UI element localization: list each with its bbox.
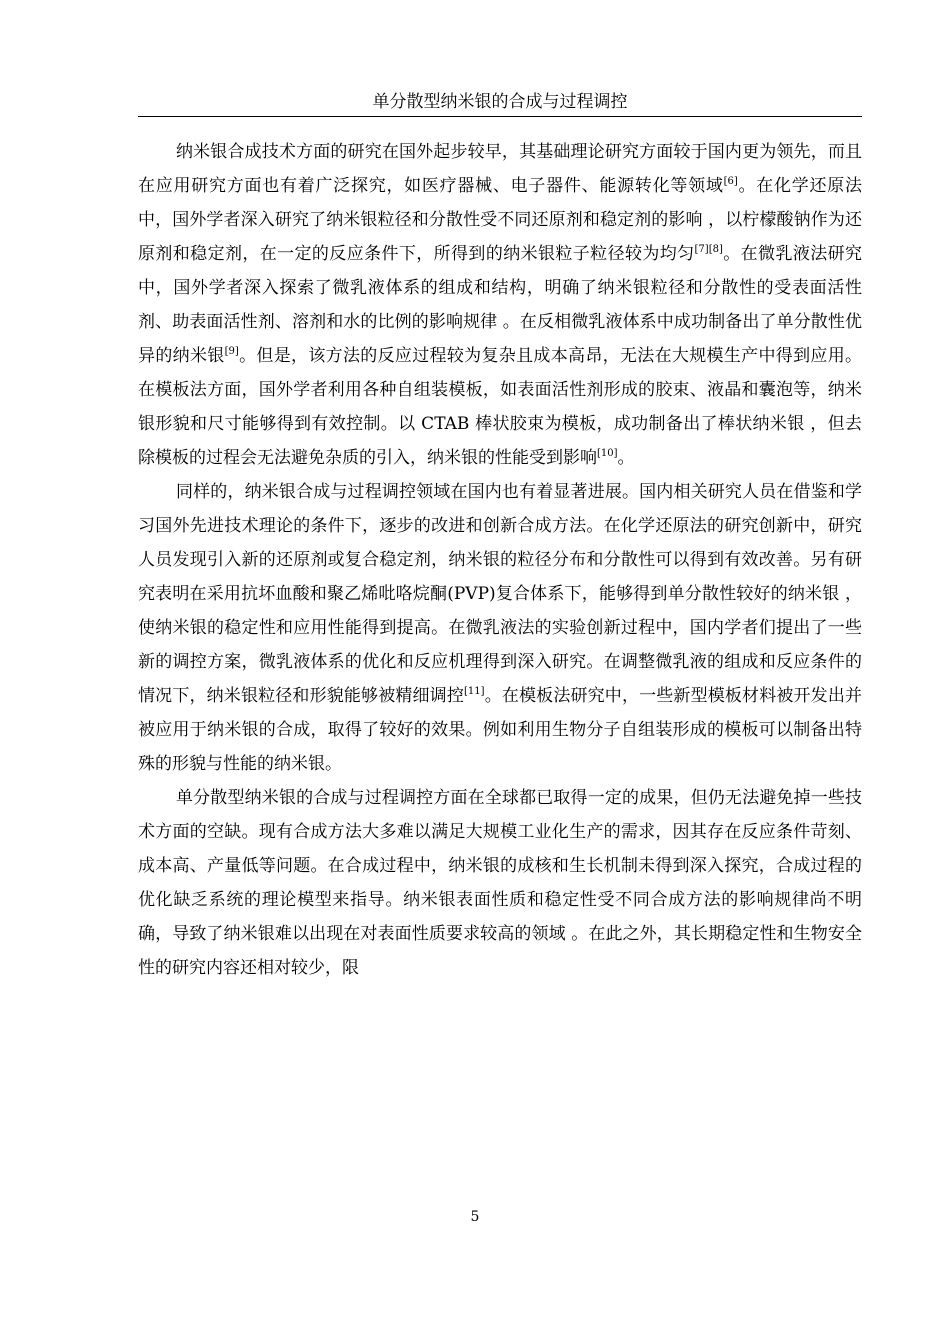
- citation: [9]: [224, 346, 239, 357]
- header-rule: [138, 116, 862, 117]
- citation: [11]: [464, 686, 485, 697]
- paragraph-text: 。在化学还原法中，国外学者深入研究了纳米银粒径和分散性受不同还原剂和稳定剂的影响 ，以柠檬酸钠作为还原剂和稳定剂，在一定的反应条件下，所得到的纳米银粒子粒径较为均匀: [138, 176, 863, 264]
- paragraph-text: 。: [617, 448, 635, 468]
- page-number: 5: [470, 1209, 480, 1225]
- paragraph-text: 。在模板法研究中，一些新型模板材料被开发出并被应用于纳米银的合成，取得了较好的效果。例如利用生物分子自组装形成的模板可以制备出特殊的形貌与性能的纳米银。: [138, 686, 863, 774]
- citation: [7][8]: [694, 244, 723, 255]
- paragraph-text: 同样的，纳米银合成与过程调控领域在国内也有着显著进展。国内相关研究人员在借鉴和学习国外先进技术理论的条件下，逐步的改进和创新合成方法。在化学还原法的研究创新中，研究人员发现引入新的还原剂或复合稳定剂，纳米银的粒径分布和分散性可以得到有效改善。另有研究表明在采用抗坏血酸和聚乙烯吡咯烷酮(PVP)复合体系下，能够得到单分散性较好的纳米银 ，使纳米银的稳定性和应用性能得到提高。在微乳液法的实验创新过程中，国内学者们提出了一些新的调控方案，微乳液体系的优化和反应机理得到深入研究。在调整微乳液的组成和反应条件的情况下，纳米银粒径和形貌能够被精细调控: [138, 482, 862, 706]
- paragraph-text: 。在微乳液法研究中，国外学者深入探索了微乳液体系的组成和结构，明确了纳米银粒径和分散性的受表面活性剂、助表面活性剂、溶剂和水的比例的影响规律 。在反相微乳液体系中成功制备出了单分散性优异的纳米银: [138, 244, 863, 366]
- paragraph-2: [138, 475, 862, 781]
- citation: [10]: [597, 448, 618, 459]
- paragraph-text: 单分散型纳米银的合成与过程调控方面在全球都已取得一定的成果，但仍无法避免掉一些技术方面的空缺。现有合成方法大多难以满足大规模工业化生产的需求，因其存在反应条件苛刻、成本高、产量低等问题。在合成过程中，纳米银的成核和生长机制未得到深入探究，合成过程的优化缺乏系统的理论模型来指导。纳米银表面性质和稳定性受不同合成方法的影响规律尚不明确，导致了纳米银难以出现在对表面性质要求较高的领域 。在此之外，其长期稳定性和生物安全性的研究内容还相对较少，限: [138, 788, 862, 978]
- citation: [6]: [723, 176, 738, 187]
- paragraph-3: [138, 781, 862, 985]
- paragraph-text: 纳米银合成技术方面的研究在国外起步较早，其基础理论研究方面较于国内更为领先，而且在应用研究方面也有着广泛探究，如医疗器械、电子器件、能源转化等领域: [138, 142, 862, 196]
- paragraph-text: 。但是，该方法的反应过程较为复杂且成本高昂，无法在大规模生产中得到应用。在模板法方面，国外学者利用各种自组装模板，如表面活性剂形成的胶束、液晶和囊泡等，纳米银形貌和尺寸能够得到有效控制。以 CTAB 棒状胶束为模板，成功制备出了棒状纳米银 ，但去除模板的过程会无法避免杂质的引入，纳米银的性能受到影响: [138, 346, 863, 468]
- running-header: 单分散型纳米银的合成与过程调控: [372, 92, 628, 112]
- paragraph-1: [138, 135, 862, 475]
- body-text: [138, 135, 862, 985]
